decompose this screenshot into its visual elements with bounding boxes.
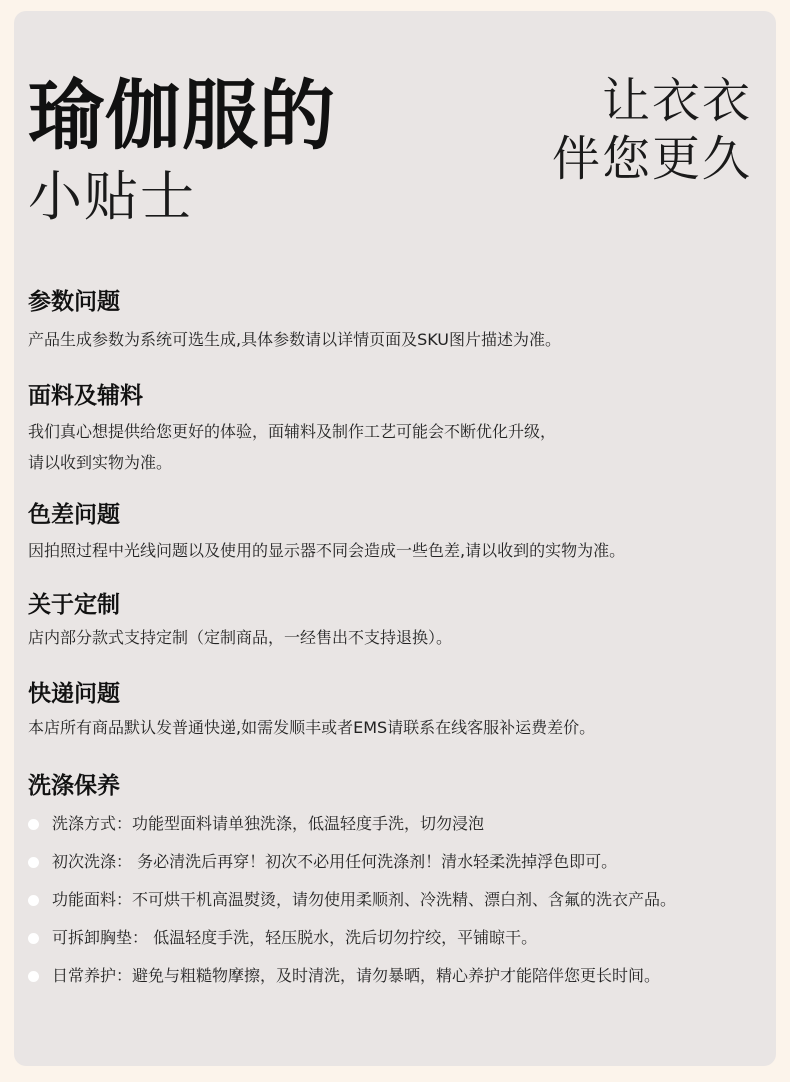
list-item-text: 洗涤方式：功能型面料请单独洗涤，低温轻度手洗，切勿浸泡 [52, 814, 485, 833]
list-item [28, 805, 768, 843]
bullet-dot-icon [28, 933, 39, 944]
section-text: 我们真心想提供给您更好的体验，面辅料及制作工艺可能会不断优化升级， [28, 422, 557, 441]
section-shipping [28, 679, 768, 743]
section-text: 请以收到实物为准。 [28, 453, 173, 472]
slogan-line-2: 伴您更久 [551, 131, 752, 187]
section-parameters [28, 287, 768, 355]
section-care [28, 771, 768, 995]
list-item [28, 957, 768, 995]
slogan-line-1: 让衣衣 [601, 73, 752, 129]
section-title: 洗涤保养 [28, 773, 120, 799]
care-list [28, 805, 768, 995]
section-text: 店内部分款式支持定制（定制商品，一经售出不支持退换）。 [28, 628, 453, 647]
list-item [28, 881, 768, 919]
list-item [28, 843, 768, 881]
list-item-text: 可拆卸胸垫： 低温轻度手洗，轻压脱水，洗后切勿拧绞，平铺晾干。 [52, 928, 538, 947]
section-color-difference [28, 500, 768, 566]
list-item-text: 日常养护：避免与粗糙物摩擦，及时清洗，请勿暴晒，精心养护才能陪伴您更长时间。 [52, 966, 661, 985]
list-item-text: 初次洗涤： 务必清洗后再穿！初次不必用任何洗涤剂！清水轻柔洗掉浮色即可。 [52, 852, 618, 871]
section-text: 产品生成参数为系统可选生成,具体参数请以详情页面及SKU图片描述为准。 [28, 330, 562, 349]
slogan [552, 72, 752, 188]
section-text: 本店所有商品默认发普通快递,如需发顺丰或者EMS请联系在线客服补运费差价。 [28, 718, 596, 737]
bullet-dot-icon [28, 819, 39, 830]
page-title: 瑜伽服的 [28, 71, 336, 160]
section-fabric [28, 381, 768, 478]
section-text: 因拍照过程中光线问题以及使用的显示器不同会造成一些色差,请以收到的实物为准。 [28, 541, 626, 560]
section-customization [28, 590, 768, 653]
list-item [28, 919, 768, 957]
section-title: 面料及辅料 [28, 383, 143, 409]
list-item-text: 功能面料：不可烘干机高温熨烫，请勿使用柔顺剂、冷洗精、漂白剂、含氟的洗衣产品。 [52, 890, 677, 909]
section-title: 参数问题 [28, 289, 120, 315]
page-subtitle: 小贴士 [28, 165, 196, 228]
bullet-dot-icon [28, 857, 39, 868]
bullet-dot-icon [28, 971, 39, 982]
section-title: 关于定制 [28, 592, 120, 618]
section-title: 色差问题 [28, 502, 120, 528]
section-title: 快递问题 [28, 681, 120, 707]
bullet-dot-icon [28, 895, 39, 906]
